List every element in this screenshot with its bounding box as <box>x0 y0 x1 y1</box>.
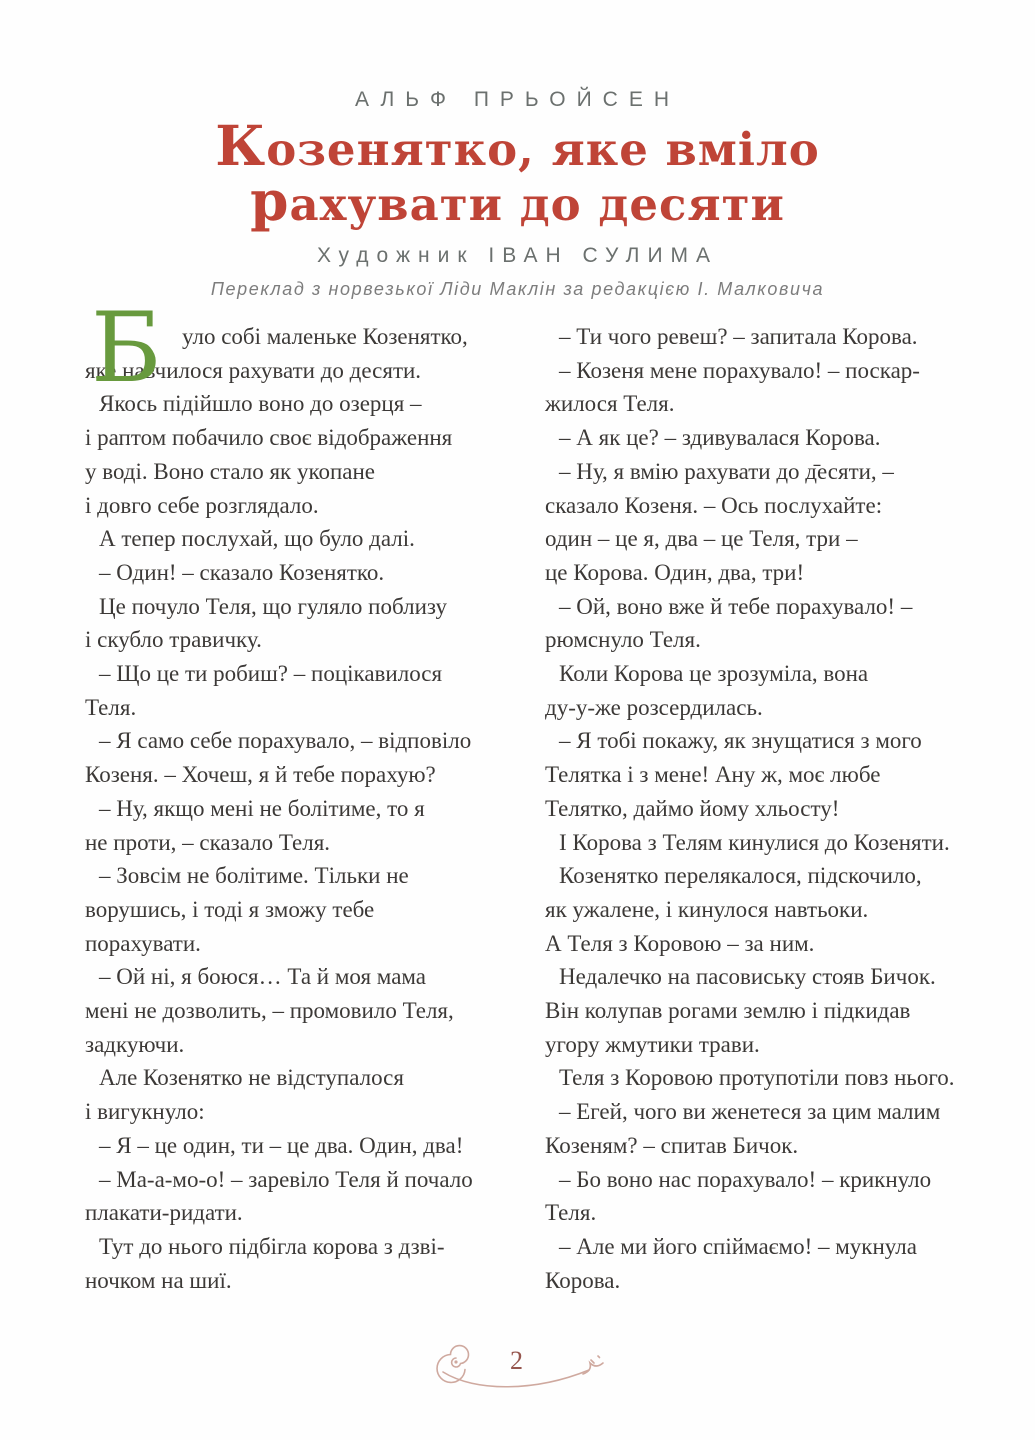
text-line: А Теля з Коровою – за ним. <box>545 930 815 956</box>
text-line: – Один! – сказало Козенятко. <box>99 559 385 585</box>
text-line: порахувати. <box>85 930 201 956</box>
story-text <box>85 292 995 1297</box>
text-line: Теля. <box>545 1200 597 1226</box>
text-line: – Я – це один, ти – це два. Один, два! <box>99 1132 464 1158</box>
footer-ornament <box>423 1336 613 1400</box>
text-line: – Я само себе порахувало, – відповіло <box>99 728 472 754</box>
right-column-lines <box>545 320 995 1297</box>
text-line: – Козеня мене порахувало! – поскар- <box>559 357 920 383</box>
text-line: – Егей, чого ви женетеся за цим малим <box>559 1099 941 1125</box>
story-title-line2: рахувати до десяти <box>250 168 785 233</box>
text-line: Козеня. – Хочеш, я й тебе порахую? <box>85 762 436 788</box>
dropcap-letter: Б <box>91 292 162 404</box>
text-line: уло собі маленьке Козенятко, <box>182 324 468 349</box>
text-line: Телятка і з мене! Ану ж, моє любе <box>545 762 881 788</box>
text-line: ду-у-же розсердилась. <box>545 694 763 720</box>
text-line: рюмснуло Теля. <box>545 627 701 653</box>
text-line: – Ой ні, я боюся… Та й моя мама <box>99 964 427 990</box>
text-line: Козенятко перелякалося, підскочило, <box>559 863 922 889</box>
text-line: – Ну, я вмію рахувати до д̄есяти, – <box>559 458 894 484</box>
text-line: не проти, – сказало Теля. <box>85 829 331 855</box>
text-line: – А як це? – здивувалася Корова. <box>559 425 881 451</box>
text-line: у воді. Воно стало як укопане <box>85 458 376 484</box>
page-header <box>0 88 1035 300</box>
text-line: – Але ми його спіймаємо! – мукнула <box>559 1233 917 1259</box>
text-line: А тепер послухай, що було далі. <box>99 526 415 552</box>
text-line: Тут до нього підбігла корова з дзві- <box>99 1233 445 1259</box>
text-line: і вигукнуло: <box>85 1099 205 1125</box>
text-line: Козеням? – спитав Бичок. <box>545 1132 799 1158</box>
artist-credit: Художник ІВАН СУЛИМА <box>316 244 719 267</box>
text-line: ночком на шиї. <box>85 1267 232 1293</box>
text-line: – Ой, воно вже й тебе порахувало! – <box>559 593 913 619</box>
left-column <box>85 292 507 1297</box>
text-line: – Я тобі покажу, як знущатися з мого <box>559 728 922 754</box>
text-line: жилося Теля. <box>545 391 675 417</box>
text-line: Якось підійшло воно до озерця – <box>99 391 422 417</box>
text-line: і раптом побачило своє відображення <box>85 425 453 451</box>
page-number: 2 <box>509 1346 523 1375</box>
page-footer <box>0 1336 1035 1400</box>
text-line: це Корова. Один, два, три! <box>545 559 805 585</box>
text-line: І Корова з Телям кинулися до Козеняти. <box>559 829 950 855</box>
story-title <box>0 113 1035 233</box>
text-line: як ужалене, і кинулося навтьоки. <box>545 896 869 922</box>
right-column <box>545 320 995 1297</box>
text-line: Недалечко на пасовиську стояв Бичок. <box>559 964 936 990</box>
text-line: Але Козенятко не відступалося <box>99 1065 404 1091</box>
text-line: Це почуло Теля, що гуляло поблизу <box>99 593 447 619</box>
text-line: і довго себе розглядало. <box>85 492 319 518</box>
author-name: АЛЬФ ПРЬОЙСЕН <box>354 88 681 111</box>
text-line: – Бо воно нас порахувало! – крикнуло <box>559 1166 932 1192</box>
translation-credit: Переклад з норвезької Ліди Маклін за редакцією І. Малковича <box>210 279 825 299</box>
text-line: – Ма-а-мо-о! – заревіло Теля й почало <box>99 1166 473 1192</box>
text-line: – Зовсім не болітиме. Тільки не <box>99 863 409 889</box>
text-line: Він колупав рогами землю і підкидав <box>545 998 911 1024</box>
text-line: – Що це ти робиш? – поцікавилося <box>99 661 443 687</box>
text-line: плакати-ридати. <box>85 1200 243 1226</box>
text-line: – Ну, якщо мені не болітиме, то я <box>99 795 425 821</box>
text-line: Теля. <box>85 694 137 720</box>
story-title-line1: Козенятко, яке вміло <box>215 113 820 178</box>
text-line: ворушись, і тоді я зможу тебе <box>85 896 375 922</box>
text-line: і скубло травичку. <box>85 627 262 653</box>
text-line: угору жмутики трави. <box>545 1031 760 1057</box>
text-line: один – це я, два – це Теля, три – <box>545 526 858 552</box>
text-line: – Ти чого ревеш? – запитала Корова. <box>559 324 918 349</box>
text-line: сказало Козеня. – Ось послухайте: <box>545 492 883 518</box>
text-line: Корова. <box>545 1267 621 1293</box>
text-line: Теля з Коровою протупотіли повз нього. <box>559 1065 955 1091</box>
text-line: яке навчилося рахувати до десяти. <box>85 357 422 383</box>
text-line: Коли Корова це зрозуміла, вона <box>559 661 869 687</box>
text-line: задкуючи. <box>85 1031 185 1057</box>
text-line: мені не дозволить, – промовило Теля, <box>85 998 454 1024</box>
left-column-lines <box>85 320 507 1297</box>
text-line: Телятко, даймо йому хльосту! <box>545 795 840 821</box>
